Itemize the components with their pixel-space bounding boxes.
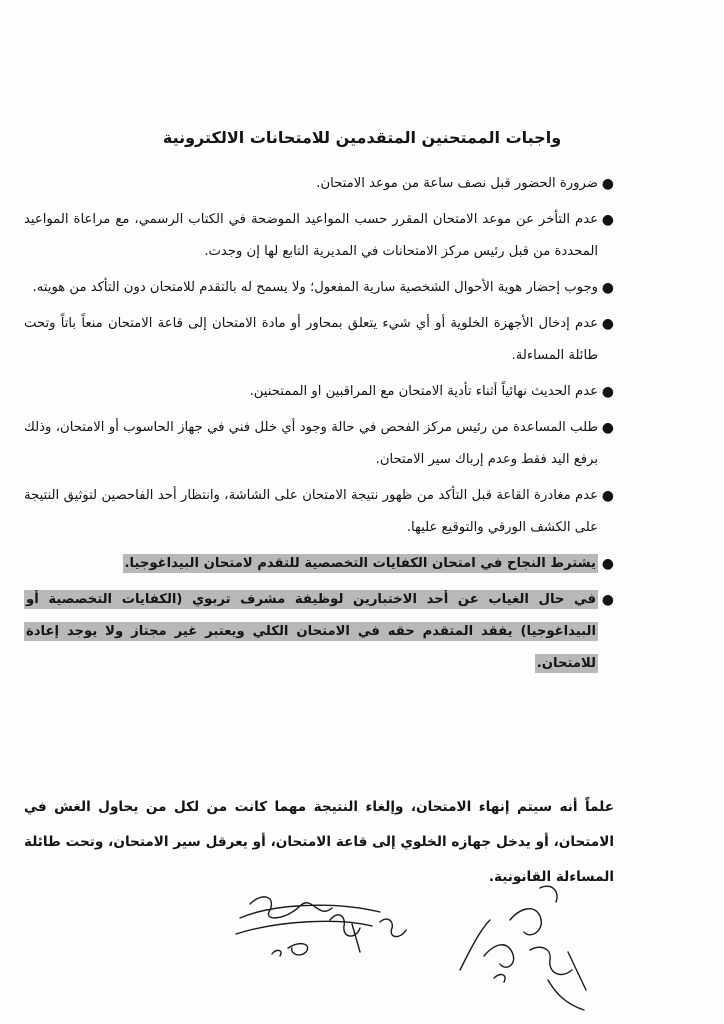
- closing-note: علماً أنه سيتم إنهاء الامتحان، وإلغاء النتيجة مهما كانت من لكل من يحاول الغش في الامتحان، أو يدخل جهازه الخلوي إلى قاعة الامتحان، أو يعرقل سير الامتحان، وتحت طائلة المساءلة القانونية.: [24, 799, 614, 885]
- signature-left: [236, 897, 406, 956]
- list-item: [24, 480, 614, 544]
- duty-text: ضرورة الحضور قبل نصف ساعة من موعد الامتحان.: [316, 176, 598, 191]
- bullet-icon: ●: [601, 384, 614, 400]
- list-item: [24, 412, 614, 476]
- list-item: [24, 376, 614, 408]
- duties-list: [24, 168, 614, 684]
- list-item: [24, 308, 614, 372]
- bullet-icon: ●: [601, 176, 614, 192]
- duty-text: عدم الحديث نهائياً أثناء تأدية الامتحان مع المراقبين او الممتحنين.: [249, 384, 598, 399]
- highlighted-item: [24, 584, 614, 680]
- list-item: [24, 168, 614, 200]
- highlighted-text: في حال الغياب عن أحد الاختبارين لوظيفة مشرف تربوي (الكفايات التخصصية أو البيداغوجيا) يفقد المتقدم حقه في الامتحان الكلي ويعتبر غير مجتاز ولا يوجد إعادة للامتحان.: [26, 592, 596, 671]
- duty-text: عدم إدخال الأجهزة الخلوية أو أي شيء يتعلق بمحاور أو مادة الامتحان إلى قاعة الامتحان منعاً باتاً وتحت طائلة المساءلة.: [24, 316, 598, 363]
- bullet-icon: ●: [601, 592, 614, 608]
- bullet-icon: ●: [601, 420, 614, 436]
- highlighted-item: [24, 548, 614, 580]
- duty-text: عدم التأخر عن موعد الامتحان المقرر حسب المواعيد الموضحة في الكتاب الرسمي، مع مراعاة المواعيد المحددة من قبل رئيس مركز الامتحانات في المديرية التابع لها إن وجدت.: [24, 212, 598, 259]
- list-item: [24, 272, 614, 304]
- document-title: واجبات الممتحنين المتقدمين للامتحانات الالكترونية: [162, 128, 562, 147]
- bullet-icon: ●: [601, 212, 614, 228]
- bullet-icon: ●: [601, 280, 614, 296]
- list-item: [24, 204, 614, 268]
- bullet-icon: ●: [601, 556, 614, 572]
- signature-right: [460, 886, 586, 1010]
- duty-text: طلب المساعدة من رئيس مركز الفحص في حالة وجود أي خلل فني في جهاز الحاسوب أو الامتحان، وذلك برفع اليد فقط وعدم إرباك سير الامتحان.: [24, 420, 598, 467]
- bullet-icon: ●: [601, 316, 614, 332]
- signatures: [0, 860, 724, 1024]
- bullet-icon: ●: [601, 488, 614, 504]
- duty-text: عدم مغادرة القاعة قبل التأكد من ظهور نتيجة الامتحان على الشاشة، وانتظار أحد الفاحصين لتوثيق النتيجة على الكشف الورقي والتوقيع عليها.: [24, 488, 598, 535]
- highlighted-text: يشترط النجاح في امتحان الكفايات التخصصية للتقدم لامتحان البيداغوجيا.: [124, 556, 596, 571]
- duty-text: وجوب إحضار هوية الأحوال الشخصية سارية المفعول؛ ولا يسمح له بالتقدم للامتحان دون التأكد من هويته.: [32, 280, 598, 295]
